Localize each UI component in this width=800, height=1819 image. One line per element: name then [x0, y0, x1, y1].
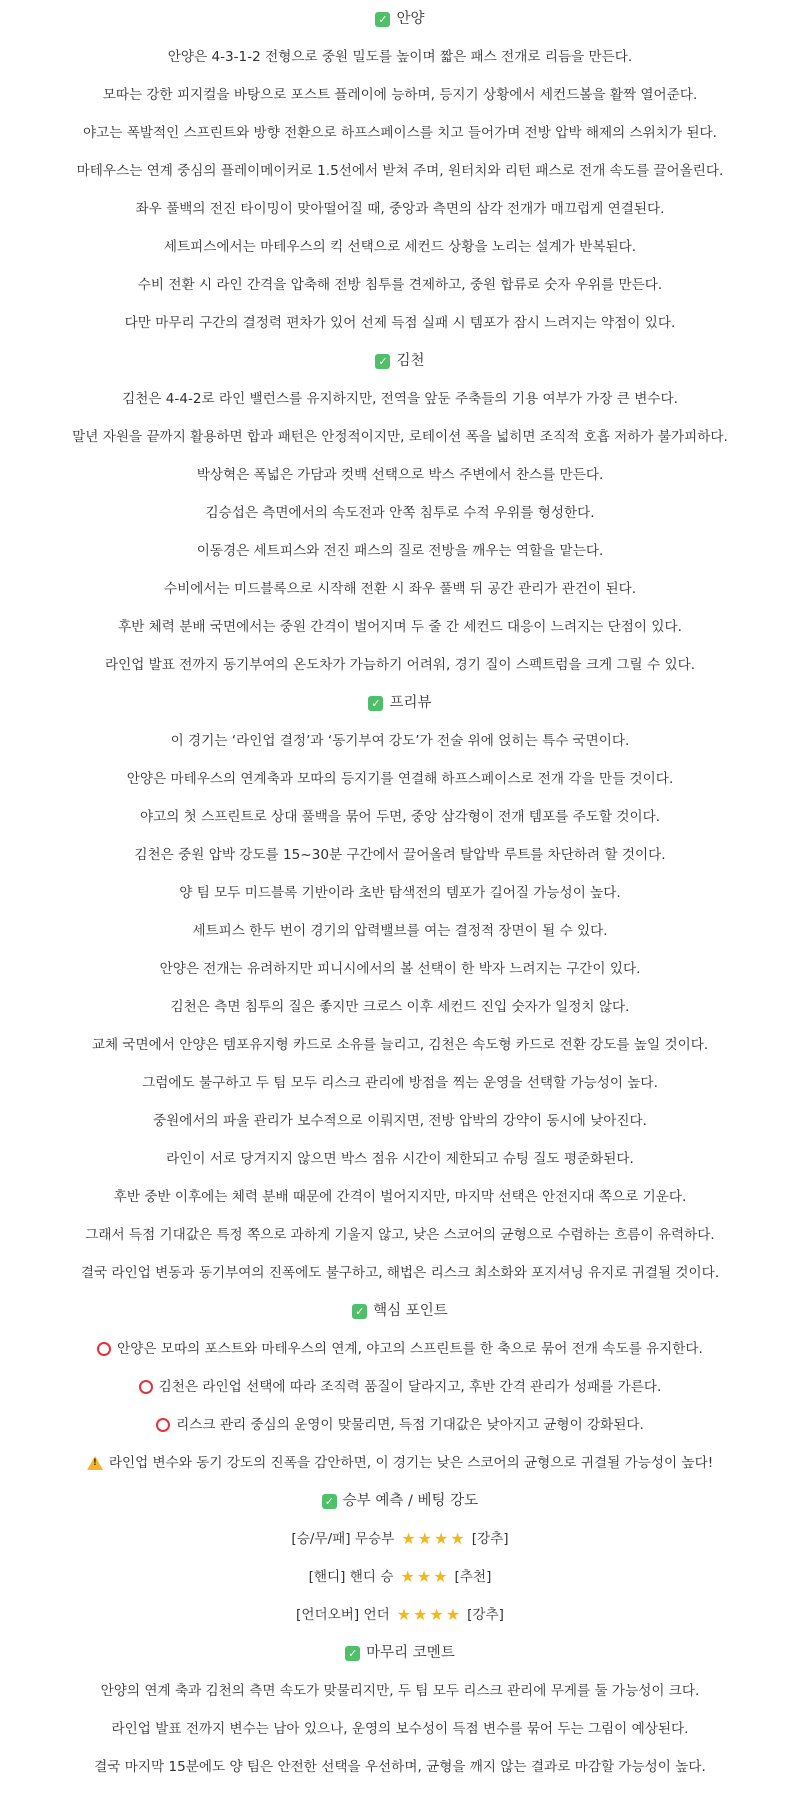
section-heading-prediction	[0, 1482, 800, 1520]
section-title: 승부 예측 / 베팅 강도	[342, 1493, 479, 1509]
warning-note	[0, 1444, 800, 1482]
star-icon: ★	[450, 1529, 465, 1548]
section-title: 프리뷰	[389, 695, 432, 711]
paragraph: 결국 마지막 15분에도 양 팀은 안전한 선택을 우선하며, 균형을 깨지 않는 결과로 마감할 가능성이 높다.	[94, 1759, 706, 1775]
paragraph: 중원에서의 파울 관리가 보수적으로 이뤄지면, 전방 압박의 강약이 동시에 낮아진다.	[152, 1113, 647, 1129]
section-heading-closing	[0, 1634, 800, 1672]
bet-row	[0, 1558, 800, 1596]
star-icon: ★	[400, 1567, 415, 1586]
bet-strength: [강추]	[467, 1607, 504, 1623]
check-icon: ✓	[368, 696, 383, 711]
paragraph: 야고는 폭발적인 스프린트와 방향 전환으로 하프스페이스를 치고 들어가며 전방 압박 해제의 스위치가 된다.	[83, 125, 717, 141]
paragraph: 말년 자원을 끝까지 활용하면 합과 패턴은 안정적이지만, 로테이션 폭을 넓히면 조직적 호흡 저하가 불가피하다.	[72, 429, 728, 445]
key-point-item	[0, 1406, 800, 1444]
paragraph: 김천은 중원 압박 강도를 15~30분 구간에서 끌어올려 탈압박 루트를 차단하려 할 것이다.	[134, 847, 666, 863]
check-icon: ✓	[375, 354, 390, 369]
paragraph: 결국 라인업 변동과 동기부여의 진폭에도 불구하고, 해법은 리스크 최소화와 포지셔닝 유지로 귀결될 것이다.	[80, 1265, 720, 1281]
paragraph: 김천은 4-4-2로 라인 밸런스를 유지하지만, 전역을 앞둔 주축들의 기용 여부가 가장 큰 변수다.	[122, 391, 678, 407]
paragraph: 김천은 측면 침투의 질은 좋지만 크로스 이후 세컨드 진입 숫자가 일정치 않다.	[170, 999, 630, 1015]
key-point-text: 안양은 모따의 포스트와 마테우스의 연계, 야고의 스프린트를 한 축으로 묶어 전개 속도를 유지한다.	[117, 1341, 703, 1357]
star-icon: ★	[433, 1567, 448, 1586]
paragraph: 후반 체력 분배 국면에서는 중원 간격이 벌어지며 두 줄 간 세컨드 대응이 느려지는 단점이 있다.	[118, 619, 682, 635]
bet-rating	[400, 1569, 449, 1585]
paragraph: 김승섭은 측면에서의 속도전과 안쪽 침투로 수적 우위를 형성한다.	[205, 505, 595, 521]
paragraph: 안양은 전개는 유려하지만 피니시에서의 볼 선택이 한 박자 느려지는 구간이 있다.	[159, 961, 641, 977]
star-icon: ★	[396, 1605, 412, 1624]
section-heading-gimcheon	[0, 342, 800, 380]
paragraph: 박상혁은 폭넓은 가담과 컷백 선택으로 박스 주변에서 찬스를 만든다.	[196, 467, 604, 483]
paragraph: 라인업 발표 전까지 변수는 남아 있으나, 운영의 보수성이 득점 변수를 묶어 두는 그림이 예상된다.	[111, 1721, 689, 1737]
section-heading-anyang	[0, 0, 800, 38]
bet-market: [핸디] 핸디 승	[308, 1569, 394, 1585]
star-icon: ★	[417, 1529, 432, 1548]
bet-row	[0, 1520, 800, 1558]
paragraph: 라인업 발표 전까지 동기부여의 온도차가 가늠하기 어려워, 경기 질이 스펙트럼을 크게 그릴 수 있다.	[104, 657, 696, 673]
warning-icon	[87, 1456, 103, 1470]
key-point-text: 리스크 관리 중심의 운영이 맞물리면, 득점 기대값은 낮아지고 균형이 강화된다.	[176, 1417, 644, 1433]
paragraph: 모따는 강한 피지컬을 바탕으로 포스트 플레이에 능하며, 등지기 상황에서 세컨드볼을 활짝 열어준다.	[102, 87, 698, 103]
paragraph: 교체 국면에서 안양은 템포유지형 카드로 소유를 늘리고, 김천은 속도형 카드로 전환 강도를 높일 것이다.	[91, 1037, 709, 1053]
star-icon: ★	[401, 1529, 416, 1548]
warning-text: 라인업 변수와 동기 강도의 진폭을 감안하면, 이 경기는 낮은 스코어의 균형으로 귀결될 가능성이 높다!	[108, 1455, 714, 1471]
bet-market: [승/무/패] 무승부	[291, 1531, 395, 1547]
section-title: 마무리 코멘트	[366, 1645, 455, 1661]
star-icon: ★	[429, 1605, 444, 1624]
bet-strength: [강추]	[471, 1531, 509, 1547]
paragraph: 야고의 첫 스프린트로 상대 풀백을 묶어 두면, 중앙 삼각형이 전개 템포를 주도할 것이다.	[139, 809, 661, 825]
paragraph: 안양의 연계 축과 김천의 측면 속도가 맞물리지만, 두 팀 모두 리스크 관리에 무게를 둘 가능성이 크다.	[100, 1683, 700, 1699]
section-title: 핵심 포인트	[373, 1303, 448, 1319]
check-icon: ✓	[345, 1646, 360, 1661]
key-point-item	[0, 1330, 800, 1368]
paragraph: 수비 전환 시 라인 간격을 압축해 전방 침투를 견제하고, 중원 합류로 숫자 우위를 만든다.	[137, 277, 663, 293]
section-title: 김천	[396, 353, 425, 369]
star-icon: ★	[434, 1529, 449, 1548]
paragraph: 수비에서는 미드블록으로 시작해 전환 시 좌우 풀백 뒤 공간 관리가 관건이 된다.	[163, 581, 637, 597]
paragraph: 이 경기는 ‘라인업 결정’과 ‘동기부여 강도’가 전술 위에 얹히는 특수 국면이다.	[170, 733, 630, 749]
bet-row	[0, 1596, 800, 1634]
paragraph: 그럼에도 불구하고 두 팀 모두 리스크 관리에 방점을 찍는 운영을 선택할 가능성이 높다.	[142, 1075, 658, 1091]
paragraph: 다만 마무리 구간의 결정력 편차가 있어 선제 득점 실패 시 템포가 잠시 느려지는 약점이 있다.	[124, 315, 676, 331]
section-heading-keypoints	[0, 1292, 800, 1330]
paragraph: 안양은 4-3-1-2 전형으로 중원 밀도를 높이며 짧은 패스 전개로 리듬을 만든다.	[167, 49, 633, 65]
paragraph: 그래서 득점 기대값은 특정 쪽으로 과하게 기울지 않고, 낮은 스코어의 균형으로 수렴하는 흐름이 유력하다.	[85, 1227, 715, 1243]
check-icon: ✓	[375, 12, 390, 27]
paragraph: 후반 중반 이후에는 체력 분배 때문에 간격이 벌어지지만, 마지막 선택은 안전지대 쪽으로 기운다.	[113, 1189, 687, 1205]
bet-rating	[400, 1531, 465, 1547]
key-point-item	[0, 1368, 800, 1406]
paragraph: 양 팀 모두 미드블록 기반이라 초반 탐색전의 템포가 길어질 가능성이 높다.	[179, 885, 621, 901]
star-icon: ★	[445, 1605, 461, 1624]
circle-icon	[156, 1418, 170, 1432]
bet-market: [언더오버] 언더	[296, 1607, 390, 1623]
paragraph: 좌우 풀백의 전진 타이밍이 맞아떨어질 때, 중앙과 측면의 삼각 전개가 매끄럽게 연결된다.	[135, 201, 665, 217]
paragraph: 이동경은 세트피스와 전진 패스의 질로 전방을 깨우는 역할을 맡는다.	[196, 543, 604, 559]
section-heading-preview	[0, 684, 800, 722]
paragraph: 세트피스 한두 번이 경기의 압력밸브를 여는 결정적 장면이 될 수 있다.	[192, 923, 608, 939]
circle-icon	[97, 1342, 111, 1356]
section-title: 안양	[396, 11, 425, 27]
paragraph: 안양은 마테우스의 연계축과 모따의 등지기를 연결해 하프스페이스로 전개 각을 만들 것이다.	[126, 771, 674, 787]
paragraph: 세트피스에서는 마테우스의 킥 선택으로 세컨드 상황을 노리는 설계가 반복된다.	[163, 239, 637, 255]
paragraph: 마테우스는 연계 중심의 플레이메이커로 1.5선에서 받쳐 주며, 원터치와 리턴 패스로 전개 속도를 끌어올린다.	[76, 163, 724, 179]
paragraph: 라인이 서로 당겨지지 않으면 박스 점유 시간이 제한되고 슈팅 질도 평준화된다.	[166, 1151, 634, 1167]
check-icon: ✓	[352, 1304, 367, 1319]
star-icon: ★	[413, 1605, 428, 1624]
circle-icon	[139, 1380, 153, 1394]
bet-rating	[396, 1607, 461, 1623]
key-point-text: 김천은 라인업 선택에 따라 조직력 품질이 달라지고, 후반 간격 관리가 성패를 가른다.	[158, 1379, 662, 1395]
check-icon: ✓	[322, 1494, 337, 1509]
star-icon: ★	[416, 1567, 432, 1586]
bet-strength: [추천]	[454, 1569, 492, 1585]
